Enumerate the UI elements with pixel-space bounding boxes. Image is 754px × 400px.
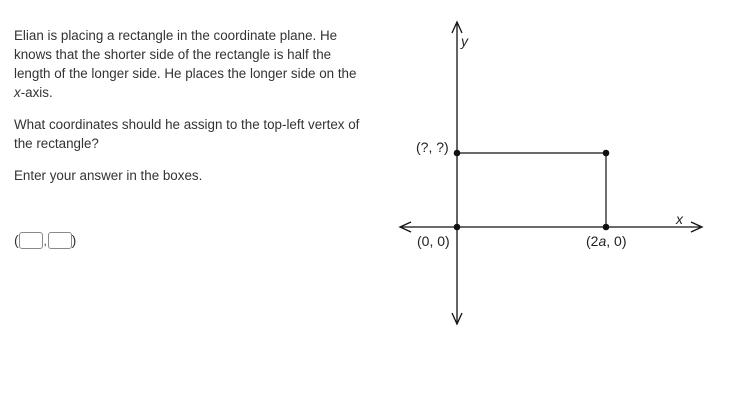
bottom-right-vertex <box>603 224 610 231</box>
y-axis-label: y <box>461 33 468 49</box>
answer-comma: , <box>43 236 47 248</box>
x-axis-label: x <box>676 211 683 227</box>
top-left-vertex <box>454 150 461 157</box>
question-paragraph-3: Enter your answer in the boxes. <box>14 168 203 183</box>
bottom-right-vertex-label <box>586 233 626 249</box>
question-text-part1: Elian is placing a rectangle in the coordinate plane. He knows that the shorter side of the rectangle is half the length of the longer side. He places the longer side on the <box>14 28 357 81</box>
bottom-right-label-variable: a <box>598 233 607 249</box>
close-paren: ) <box>71 232 77 248</box>
origin-label: (0, 0) <box>417 233 450 249</box>
top-left-vertex-label: (?, ?) <box>416 139 449 155</box>
bottom-right-label-prefix: (2 <box>586 233 599 249</box>
question-text-part2: -axis. <box>20 85 53 100</box>
open-paren: ( <box>14 232 19 248</box>
origin-vertex <box>454 224 461 231</box>
question-axis-variable: x <box>14 85 21 100</box>
bottom-right-label-suffix: , 0) <box>606 233 627 249</box>
question-paragraph-2: What coordinates should he assign to the top-left vertex of the rectangle? <box>14 117 360 151</box>
top-right-vertex <box>603 150 610 157</box>
